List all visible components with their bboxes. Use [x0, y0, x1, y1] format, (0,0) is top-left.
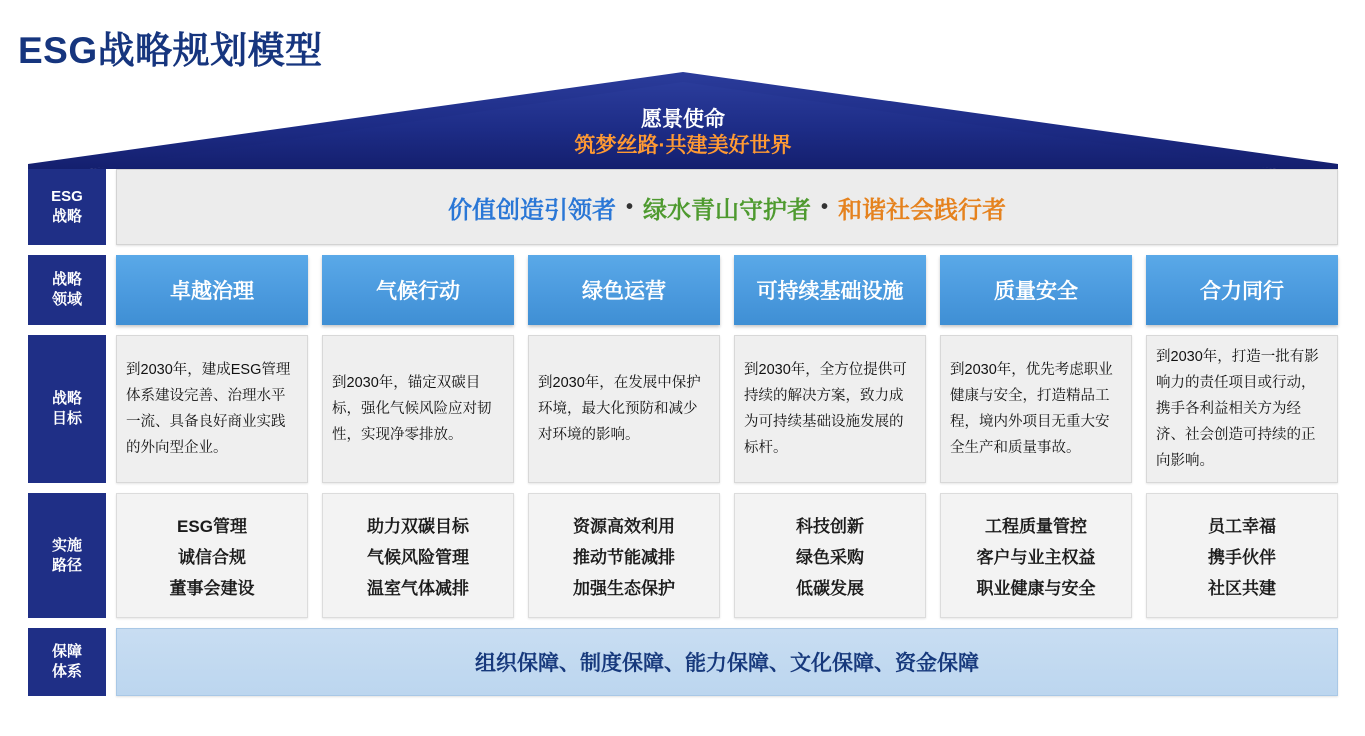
- path-item: 气候风险管理: [367, 548, 469, 567]
- strategy-separator-1: •: [625, 195, 633, 218]
- goal-card-col: [528, 335, 720, 483]
- path-card-col: [528, 493, 720, 618]
- domain-card[interactable]: 可持续基础设施: [734, 255, 926, 325]
- path-item: 助力双碳目标: [367, 517, 469, 536]
- path-item: 低碳发展: [796, 579, 864, 598]
- esg-strategy-banner: [116, 169, 1338, 245]
- row-label-line1: ESG: [51, 188, 83, 205]
- goal-card-col: [734, 335, 926, 483]
- path-card-col: [322, 493, 514, 618]
- domain-card-col: [1146, 255, 1338, 325]
- goal-card: [116, 335, 308, 483]
- vision-roof-banner: [28, 72, 1338, 169]
- path-item: 诚信合规: [178, 548, 246, 567]
- domain-card-col: [940, 255, 1132, 325]
- path-item: 员工幸福: [1208, 517, 1276, 536]
- row-body-implementation-paths: [116, 493, 1338, 618]
- domain-card[interactable]: 气候行动: [322, 255, 514, 325]
- path-card-col: [116, 493, 308, 618]
- row-guarantee-system: [28, 628, 1338, 696]
- path-item: 工程质量管控: [985, 517, 1087, 536]
- path-item: 社区共建: [1208, 579, 1276, 598]
- goal-text: 到2030年，全方位提供可持续的解决方案，致力成为可持续基础设施发展的标杆。: [744, 362, 907, 456]
- path-card-col: [940, 493, 1132, 618]
- goal-card-col: [322, 335, 514, 483]
- vision-title: 愿景使命: [641, 108, 725, 131]
- path-item: 职业健康与安全: [976, 579, 1096, 598]
- row-label-line2: 体系: [51, 663, 82, 680]
- goal-card: [322, 335, 514, 483]
- path-item: 客户与业主权益: [976, 548, 1096, 567]
- domain-card[interactable]: 卓越治理: [116, 255, 308, 325]
- goal-text: 到2030年，打造一批有影响力的责任项目或行动，携手各利益相关方为经济、社会创造可持续的正向影响。: [1156, 349, 1319, 469]
- row-label-line2: 目标: [51, 410, 82, 427]
- page-title: ESG战略规划模型: [18, 30, 323, 71]
- vision-text-group: [28, 72, 1338, 169]
- row-label-line1: 保障: [51, 643, 82, 660]
- row-strategic-goals: [28, 335, 1338, 483]
- row-label-line2: 领域: [51, 291, 82, 308]
- guarantee-banner: 组织保障、制度保障、能力保障、文化保障、资金保障: [116, 628, 1338, 696]
- row-label-line1: 实施: [51, 536, 82, 554]
- path-card: [116, 493, 308, 618]
- path-item: ESG管理: [177, 517, 247, 536]
- row-strategic-domains: [28, 255, 1338, 325]
- path-card-col: [734, 493, 926, 618]
- row-label-strategic-domains: [28, 255, 106, 325]
- goal-text: 到2030年，在发展中保护环境，最大化预防和减少对环境的影响。: [538, 375, 701, 443]
- goal-card: [734, 335, 926, 483]
- path-item: 绿色采购: [796, 548, 864, 567]
- row-body-strategic-domains: [116, 255, 1338, 325]
- path-item: 加强生态保护: [573, 579, 675, 598]
- goal-card-col: [116, 335, 308, 483]
- row-label-esg-strategy: [28, 169, 106, 245]
- path-card: [528, 493, 720, 618]
- domain-card-col: [322, 255, 514, 325]
- goal-card-col: [940, 335, 1132, 483]
- domain-card-col: [734, 255, 926, 325]
- path-card-list: [116, 493, 1338, 618]
- domain-card[interactable]: 绿色运营: [528, 255, 720, 325]
- goal-card: [1146, 335, 1338, 483]
- row-label-implementation-paths: [28, 493, 106, 618]
- path-card: [734, 493, 926, 618]
- goal-card-list: [116, 335, 1338, 483]
- path-card: [940, 493, 1132, 618]
- path-item: 董事会建设: [169, 579, 255, 598]
- path-item: 科技创新: [796, 517, 864, 536]
- path-item: 推动节能减排: [573, 548, 675, 567]
- row-body-guarantee-system: [116, 628, 1338, 696]
- row-label-line2: 路径: [51, 556, 82, 574]
- strategy-part-2: 绿水青山守护者: [643, 196, 811, 224]
- goal-card-col: [1146, 335, 1338, 483]
- vision-slogan: 筑梦丝路·共建美好世界: [574, 134, 792, 157]
- path-item: 携手伙伴: [1208, 548, 1276, 567]
- domain-card[interactable]: 质量安全: [940, 255, 1132, 325]
- domain-card-col: [528, 255, 720, 325]
- domain-card[interactable]: 合力同行: [1146, 255, 1338, 325]
- row-label-line2: 战略: [51, 208, 82, 225]
- row-label-line1: 战略: [51, 271, 82, 288]
- strategy-separator-2: •: [821, 195, 829, 218]
- path-card-col: [1146, 493, 1338, 618]
- path-item: 资源高效利用: [573, 517, 675, 536]
- strategy-part-3: 和谐社会践行者: [838, 196, 1007, 224]
- row-label-line1: 战略: [51, 390, 82, 407]
- row-body-esg-strategy: [116, 169, 1338, 245]
- path-card: [322, 493, 514, 618]
- domain-card-list: [116, 255, 1338, 325]
- strategy-part-1: 价值创造引领者: [447, 196, 616, 224]
- path-card: [1146, 493, 1338, 618]
- domain-card-col: [116, 255, 308, 325]
- goal-text: 到2030年，锚定双碳目标，强化气候风险应对韧性，实现净零排放。: [332, 375, 492, 443]
- goal-card: [940, 335, 1132, 483]
- goal-card: [528, 335, 720, 483]
- row-esg-strategy: [28, 169, 1338, 245]
- row-implementation-paths: [28, 493, 1338, 618]
- row-label-guarantee-system: [28, 628, 106, 696]
- path-item: 温室气体减排: [367, 579, 469, 598]
- row-body-strategic-goals: [116, 335, 1338, 483]
- row-label-strategic-goals: [28, 335, 106, 483]
- goal-text: 到2030年，优先考虑职业健康与安全，打造精品工程，境内外项目无重大安全生产和质量事故。: [950, 362, 1113, 456]
- goal-text: 到2030年，建成ESG管理体系建设完善、治理水平一流、具备良好商业实践的外向型企业。: [126, 362, 291, 456]
